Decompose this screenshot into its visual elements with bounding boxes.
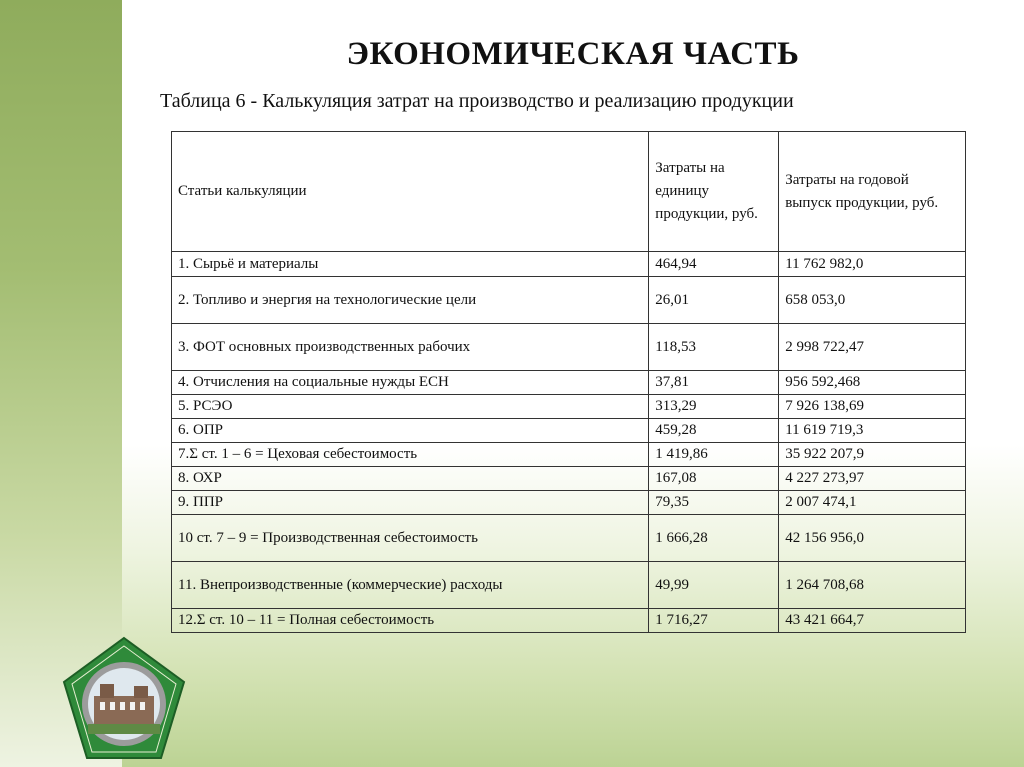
- table-row: [172, 443, 966, 467]
- table-row: [172, 371, 966, 395]
- slide-title: ЭКОНОМИЧЕСКАЯ ЧАСТЬ: [346, 36, 800, 72]
- row-annual-cost: 11 619 719,3: [779, 419, 966, 443]
- row-item: 6. ОПР: [172, 419, 649, 443]
- table-row: [172, 562, 966, 609]
- header-unit-cost: Затраты на единицу продукции, руб.: [649, 132, 779, 252]
- row-unit-cost: 1 716,27: [649, 609, 779, 633]
- header-cost-items: Статьи калькуляции: [172, 132, 649, 252]
- row-unit-cost: 26,01: [649, 277, 779, 324]
- row-annual-cost: 2 998 722,47: [779, 324, 966, 371]
- row-unit-cost: 1 419,86: [649, 443, 779, 467]
- header-annual-cost: Затраты на годовой выпуск продукции, руб.: [779, 132, 966, 252]
- row-item: 4. Отчисления на социальные нужды ЕСН: [172, 371, 649, 395]
- row-annual-cost: 1 264 708,68: [779, 562, 966, 609]
- row-item: 8. ОХР: [172, 467, 649, 491]
- row-annual-cost: 658 053,0: [779, 277, 966, 324]
- row-unit-cost: 37,81: [649, 371, 779, 395]
- table-caption: Таблица 6 - Калькуляция затрат на производство и реализацию продукции: [160, 90, 794, 112]
- row-annual-cost: 956 592,468: [779, 371, 966, 395]
- cost-calculation-table: [171, 131, 966, 633]
- row-unit-cost: 313,29: [649, 395, 779, 419]
- row-item: 10 ст. 7 – 9 = Производственная себестоимость: [172, 515, 649, 562]
- row-annual-cost: 42 156 956,0: [779, 515, 966, 562]
- table-header-row: [172, 132, 966, 252]
- table-row: [172, 609, 966, 633]
- table-row: [172, 252, 966, 277]
- row-unit-cost: 79,35: [649, 491, 779, 515]
- row-annual-cost: 4 227 273,97: [779, 467, 966, 491]
- row-unit-cost: 167,08: [649, 467, 779, 491]
- table-row: [172, 467, 966, 491]
- row-annual-cost: 2 007 474,1: [779, 491, 966, 515]
- row-item: 9. ППР: [172, 491, 649, 515]
- row-unit-cost: 118,53: [649, 324, 779, 371]
- table-row: [172, 277, 966, 324]
- row-item: 3. ФОТ основных производственных рабочих: [172, 324, 649, 371]
- table-row: [172, 324, 966, 371]
- row-item: 1. Сырьё и материалы: [172, 252, 649, 277]
- row-unit-cost: 459,28: [649, 419, 779, 443]
- row-unit-cost: 49,99: [649, 562, 779, 609]
- row-annual-cost: 43 421 664,7: [779, 609, 966, 633]
- table-row: [172, 395, 966, 419]
- row-unit-cost: 1 666,28: [649, 515, 779, 562]
- table-row: [172, 515, 966, 562]
- row-item: 12.Σ ст. 10 – 11 = Полная себестоимость: [172, 609, 649, 633]
- row-annual-cost: 11 762 982,0: [779, 252, 966, 277]
- row-unit-cost: 464,94: [649, 252, 779, 277]
- row-item: 2. Топливо и энергия на технологические цели: [172, 277, 649, 324]
- row-item: 11. Внепроизводственные (коммерческие) расходы: [172, 562, 649, 609]
- row-item: 7.Σ ст. 1 – 6 = Цеховая себестоимость: [172, 443, 649, 467]
- table-row: [172, 419, 966, 443]
- table-row: [172, 491, 966, 515]
- row-annual-cost: 35 922 207,9: [779, 443, 966, 467]
- row-item: 5. РСЭО: [172, 395, 649, 419]
- university-emblem-icon: [60, 636, 188, 764]
- row-annual-cost: 7 926 138,69: [779, 395, 966, 419]
